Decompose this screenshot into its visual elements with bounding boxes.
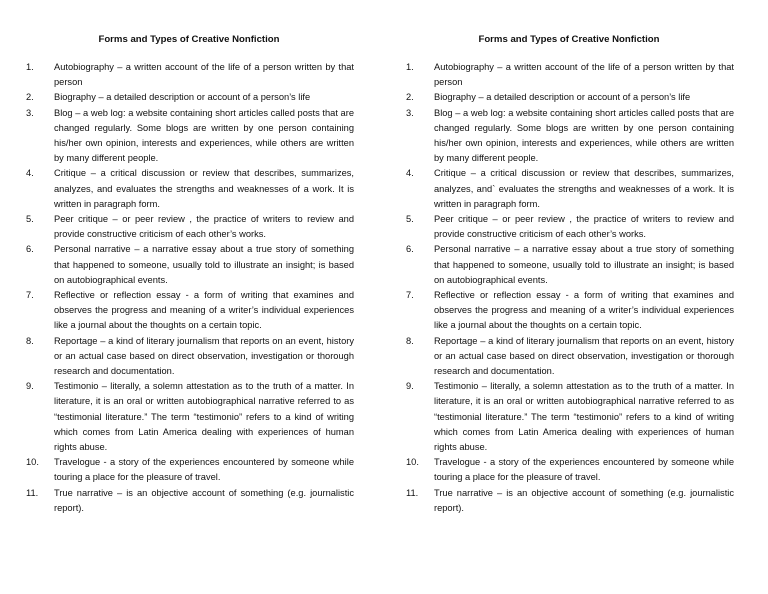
- list-item: [24, 60, 354, 90]
- item-text: Critique – a critical discussion or review that describes, summarizes, analyzes, and` evaluates the strengths and weaknesses of a work. It is written in paragraph form.: [434, 168, 734, 209]
- item-number: 2.: [26, 92, 34, 103]
- item-text: True narrative – is an objective account of something (e.g. journalistic report).: [434, 487, 734, 513]
- item-number: 10.: [406, 457, 419, 468]
- list-item: [404, 212, 734, 242]
- item-number: 4.: [406, 168, 414, 179]
- list-item: [24, 166, 354, 212]
- item-number: 9.: [406, 381, 414, 392]
- item-number: 3.: [406, 107, 414, 118]
- item-text: Reflective or reflection essay - a form of writing that examines and observes the progress and meaning of a writer’s individual experiences like a journal about the thoughts on a certain topic.: [54, 290, 354, 331]
- list-item: [24, 242, 354, 288]
- list-item: [24, 486, 354, 516]
- item-number: 3.: [26, 107, 34, 118]
- item-number: 1.: [26, 62, 34, 72]
- left-column: [24, 34, 354, 516]
- page-title: Forms and Types of Creative Nonfiction: [98, 34, 280, 45]
- item-number: 2.: [406, 92, 414, 103]
- item-text: Critique – a critical discussion or review that describes, summarizes, analyzes, and evaluates the strengths and weaknesses of a work. It is written in paragraph form.: [54, 168, 354, 209]
- list-item: [404, 90, 734, 105]
- list-item: [404, 288, 734, 334]
- item-number: 10.: [26, 457, 39, 468]
- item-number: 11.: [406, 487, 419, 498]
- right-column: [404, 34, 734, 516]
- item-text: Blog – a web log: a website containing short articles called posts that are changed regularly. Some blogs are written by one person containing his/her own opinion, interests and experiences, while others are written by many different people.: [434, 107, 734, 164]
- item-number: 6.: [406, 244, 414, 255]
- item-text: Testimonio – literally, a solemn attestation as to the truth of a matter. In literature, it is an oral or written autobiographical narrative referred to as “testimonial literature.” The term “testimonio” refers to a kind of writing which comes from Latin America dealing with experiences of human rights abuse.: [54, 381, 354, 453]
- item-text: Travelogue - a story of the experiences encountered by someone while touring a place for the pleasure of travel.: [434, 457, 734, 483]
- item-text: Testimonio – literally, a solemn attestation as to the truth of a matter. In literature, it is an oral or written autobiographical narrative referred to as “testimonial literature.” The term “testimonio” refers to a kind of writing which comes from Latin America dealing with experiences of human rights abuse.: [434, 381, 734, 453]
- item-number: 4.: [26, 168, 34, 179]
- item-text: Blog – a web log: a website containing short articles called posts that are changed regularly. Some blogs are written by one person containing his/her own opinion, interests and experiences, while others are written by many different people.: [54, 107, 354, 164]
- list-item: [404, 242, 734, 288]
- list-item: [404, 455, 734, 485]
- item-text: Travelogue - a story of the experiences encountered by someone while touring a place for the pleasure of travel.: [54, 457, 354, 483]
- list-item: [24, 90, 354, 105]
- item-number: 11.: [26, 487, 39, 498]
- item-number: 5.: [406, 214, 414, 225]
- list-item: [404, 486, 734, 516]
- item-text: Personal narrative – a narrative essay about a true story of something that happened to someone, usually told to illustrate an insight; is based on autobiographical events.: [434, 244, 734, 285]
- list-item: [24, 334, 354, 380]
- list-item: [24, 288, 354, 334]
- list-item: [404, 60, 734, 90]
- list-item: [24, 106, 354, 167]
- terms-list: [404, 60, 734, 516]
- item-text: Peer critique – or peer review , the practice of writers to review and provide constructive criticism of each other’s works.: [54, 214, 354, 240]
- item-number: 5.: [26, 214, 34, 225]
- page-title: Forms and Types of Creative Nonfiction: [478, 34, 660, 45]
- item-text: Reportage – a kind of literary journalism that reports on an event, history or an actual case based on direct observation, investigation or thorough research and documentation.: [434, 335, 734, 377]
- item-text: Reportage – a kind of literary journalism that reports on an event, history or an actual case based on direct observation, investigation or thorough research and documentation.: [54, 335, 354, 377]
- item-number: 6.: [26, 244, 34, 255]
- item-number: 7.: [406, 290, 414, 301]
- item-text: Autobiography – a written account of the life of a person written by that person: [434, 62, 734, 88]
- list-item: [404, 334, 734, 380]
- list-item: [404, 166, 734, 212]
- terms-list: [24, 60, 354, 516]
- list-item: [404, 379, 734, 455]
- item-text: Biography – a detailed description or account of a person’s life: [54, 92, 311, 103]
- item-text: True narrative – is an objective account of something (e.g. journalistic report).: [54, 487, 354, 513]
- item-text: Biography – a detailed description or account of a person’s life: [434, 92, 691, 103]
- item-number: 8.: [26, 335, 34, 346]
- item-text: Peer critique – or peer review , the practice of writers to review and provide constructive criticism of each other’s works.: [434, 214, 734, 240]
- item-text: Autobiography – a written account of the life of a person written by that person: [54, 62, 354, 88]
- item-text: Personal narrative – a narrative essay about a true story of something that happened to someone, usually told to illustrate an insight; is based on autobiographical events.: [54, 244, 354, 285]
- item-number: 1.: [406, 62, 414, 72]
- item-number: 7.: [26, 290, 34, 301]
- item-number: 8.: [406, 335, 414, 346]
- list-item: [24, 379, 354, 455]
- item-text: Reflective or reflection essay - a form of writing that examines and observes the progress and meaning of a writer’s individual experiences like a journal about the thoughts on a certain topic.: [434, 290, 734, 331]
- list-item: [404, 106, 734, 167]
- item-number: 9.: [26, 381, 34, 392]
- list-item: [24, 455, 354, 485]
- list-item: [24, 212, 354, 242]
